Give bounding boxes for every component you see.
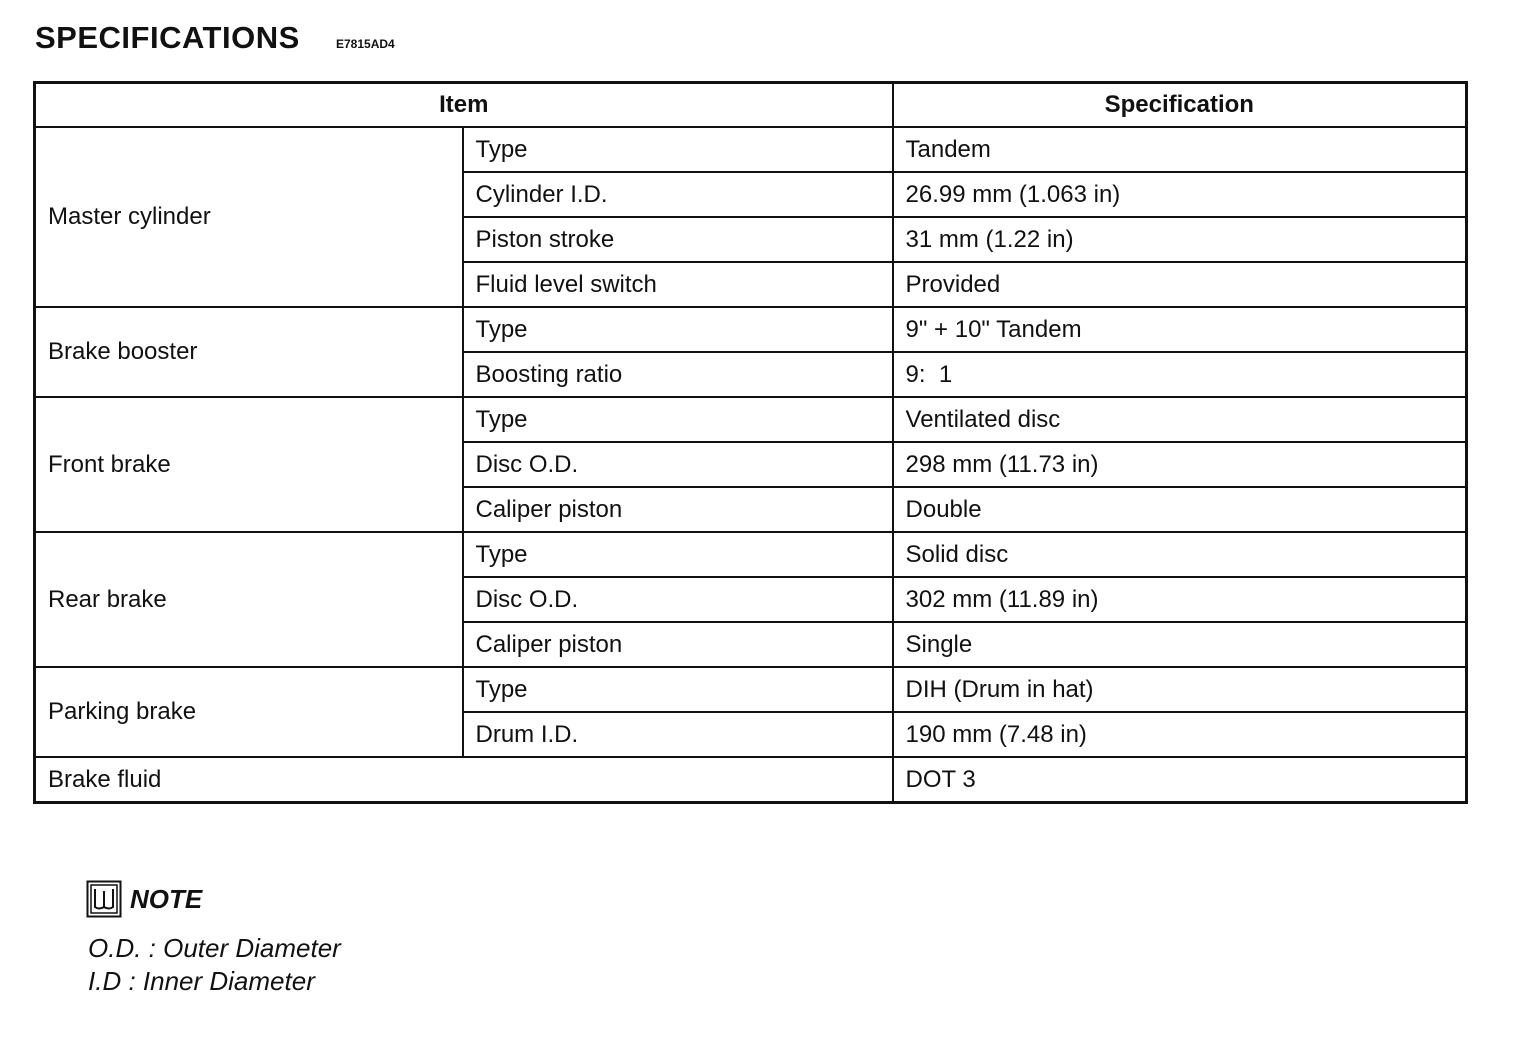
item-cell: Type [463, 397, 893, 442]
page-title: SPECIFICATIONS [35, 20, 300, 55]
spec-cell: 298 mm (11.73 in) [893, 442, 1467, 487]
specifications-table [33, 81, 1468, 804]
item-cell: Disc O.D. [463, 442, 893, 487]
item-column-header: Item [35, 83, 893, 128]
item-cell: Type [463, 127, 893, 172]
document-code: E7815AD4 [336, 37, 395, 51]
spec-cell: 302 mm (11.89 in) [893, 577, 1467, 622]
spec-cell: Single [893, 622, 1467, 667]
spec-cell: 190 mm (7.48 in) [893, 712, 1467, 757]
table-row [35, 532, 1467, 577]
table-row [35, 667, 1467, 712]
item-cell: Piston stroke [463, 217, 893, 262]
spec-cell: Provided [893, 262, 1467, 307]
book-icon [86, 880, 122, 918]
spec-cell: Tandem [893, 127, 1467, 172]
table-row [35, 307, 1467, 352]
group-label-rear-brake: Rear brake [35, 532, 463, 667]
item-cell: Type [463, 532, 893, 577]
group-label-master-cylinder: Master cylinder [35, 127, 463, 307]
spec-cell: Ventilated disc [893, 397, 1467, 442]
item-cell: Drum I.D. [463, 712, 893, 757]
spec-cell: Solid disc [893, 532, 1467, 577]
spec-cell: Double [893, 487, 1467, 532]
spec-cell: 9: 1 [893, 352, 1467, 397]
table-row [35, 397, 1467, 442]
spec-cell: 9" + 10" Tandem [893, 307, 1467, 352]
item-cell: Boosting ratio [463, 352, 893, 397]
group-label-brake-booster: Brake booster [35, 307, 463, 397]
group-label-parking-brake: Parking brake [35, 667, 463, 757]
note-heading [86, 880, 202, 918]
table-row [35, 127, 1467, 172]
item-cell: Disc O.D. [463, 577, 893, 622]
item-cell: Type [463, 667, 893, 712]
spec-cell: 31 mm (1.22 in) [893, 217, 1467, 262]
group-label-brake-fluid: Brake fluid [35, 757, 893, 803]
specification-column-header: Specification [893, 83, 1467, 128]
spec-cell: DOT 3 [893, 757, 1467, 803]
item-cell: Type [463, 307, 893, 352]
note-line-inner-diameter: I.D : Inner Diameter [88, 966, 315, 996]
spec-cell: 26.99 mm (1.063 in) [893, 172, 1467, 217]
group-label-front-brake: Front brake [35, 397, 463, 532]
item-cell: Caliper piston [463, 487, 893, 532]
item-cell: Cylinder I.D. [463, 172, 893, 217]
table-row [35, 757, 1467, 803]
note-label: NOTE [130, 883, 203, 914]
item-cell: Caliper piston [463, 622, 893, 667]
note-line-outer-diameter: O.D. : Outer Diameter [88, 933, 341, 963]
item-cell: Fluid level switch [463, 262, 893, 307]
table-header-row [35, 83, 1467, 128]
spec-cell: DIH (Drum in hat) [893, 667, 1467, 712]
